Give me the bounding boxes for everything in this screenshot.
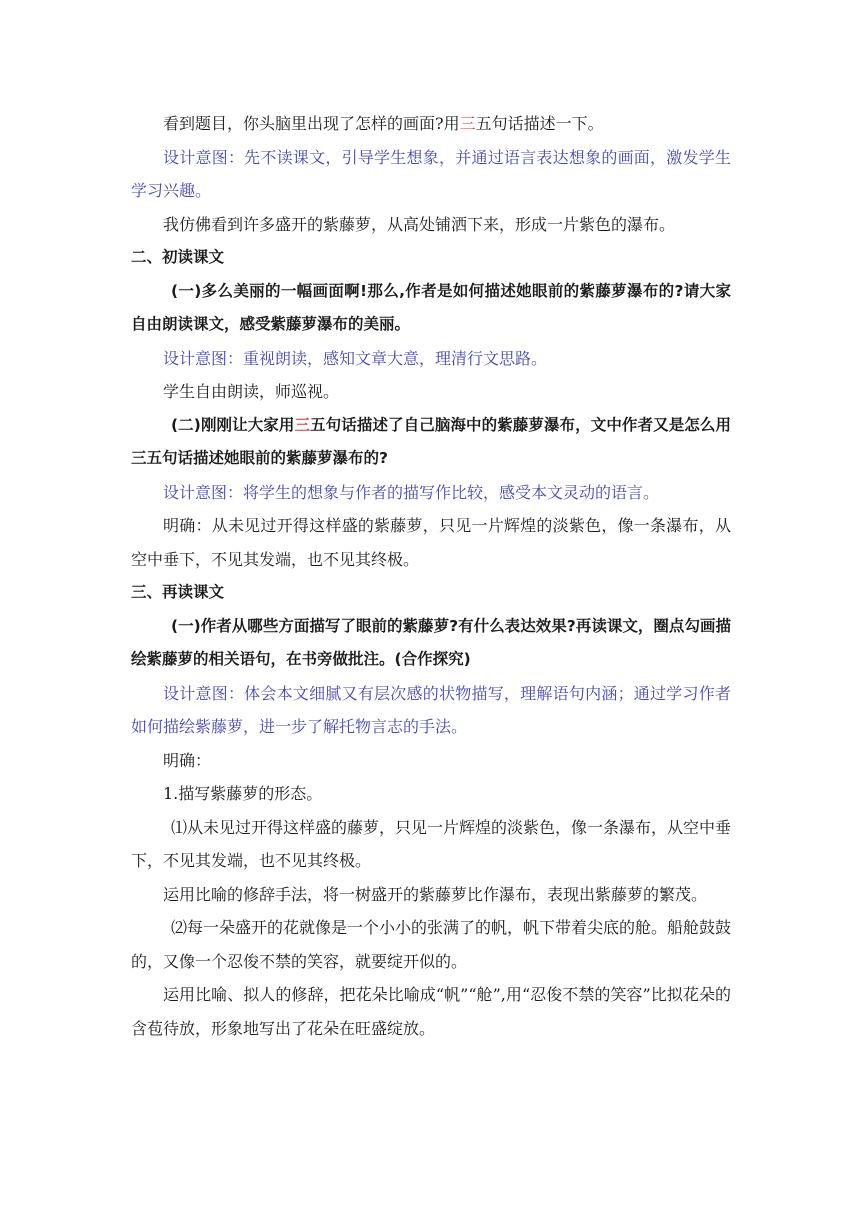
quote-1: ⑴从未见过开得这样盛的藤萝，只见一片辉煌的淡紫色，像一条瀑布，从空中垂下，不见其发端，也不见其终极。 [131, 817, 732, 870]
text-segment: 看到题目，你头脑里出现了怎样的画面?用 [163, 114, 460, 133]
section-heading-3: 三、再读课文 [131, 583, 225, 601]
paragraph-activity: 学生自由朗读，师巡视。 [163, 382, 340, 401]
text-segment: 五句话描述了自己脑海中的紫藤萝瀑布，文中作者又是怎么用三五句话描述她眼前的紫藤萝瀑布的? [131, 415, 731, 467]
question-3-1: (一)作者从哪些方面描写了眼前的紫藤萝?有什么表达效果?再读课文，圈点勾画描绘紫藤萝的相关语句，在书旁做批注。(合作探究) [131, 616, 731, 668]
paragraph-answer-1: 我仿佛看到许多盛开的紫藤萝，从高处铺洒下来，形成一片紫色的瀑布。 [163, 214, 676, 234]
paragraph-clarify-label: 明确： [163, 750, 212, 770]
design-intent-2: 设计意图：重视朗读，感知文章大意，理清行文思路。 [163, 348, 548, 368]
document-body [131, 107, 731, 1045]
text-segment: (二)刚刚让大家用 [171, 415, 295, 434]
quote-2: ⑵每一朵盛开的花就像是一个小小的张满了的帆，帆下带着尖底的舱。船舱鼓鼓的，又像一个忍俊不禁的笑容，就要绽开似的。 [131, 918, 732, 971]
question-2-1: (一)多么美丽的一幅画面啊!那么,作者是如何描述她眼前的紫藤萝瀑布的?请大家自由朗读课文，感受紫藤萝瀑布的美丽。 [131, 281, 731, 333]
design-intent-3: 设计意图：将学生的想象与作者的描写作比较，感受本文灵动的语言。 [163, 482, 660, 502]
question-2-2 [131, 409, 731, 476]
section-heading-2: 二、初读课文 [131, 248, 225, 266]
highlighted-text: 三 [459, 114, 476, 133]
highlighted-text: 三 [294, 415, 311, 434]
analysis-1: 运用比喻的修辞手法，将一树盛开的紫藤萝比作瀑布，表现出紫藤萝的繁茂。 [163, 884, 708, 904]
paragraph-clarify-1: 明确：从未见过开得这样盛的紫藤萝，只见一片辉煌的淡紫色，像一条瀑布，从空中垂下，不见其发端，也不见其终极。 [131, 516, 731, 569]
analysis-2: 运用比喻、拟人的修辞，把花朵比喻成“帆”“舱”,用“忍俊不禁的笑容”比拟花朵的含苞待放，形象地写出了花朵在旺盛绽放。 [131, 985, 731, 1038]
design-intent-1: 设计意图：先不读课文，引导学生想象，并通过语言表达想象的画面，激发学生学习兴趣。 [131, 147, 731, 200]
paragraph-question [131, 107, 731, 141]
list-item-1: 1.描写紫藤萝的形态。 [163, 784, 323, 803]
design-intent-4: 设计意图：体会本文细腻又有层次感的状物描写，理解语句内涵；通过学习作者如何描绘紫藤萝，进一步了解托物言志的手法。 [131, 683, 731, 736]
text-segment: 五句话描述一下。 [475, 114, 604, 133]
